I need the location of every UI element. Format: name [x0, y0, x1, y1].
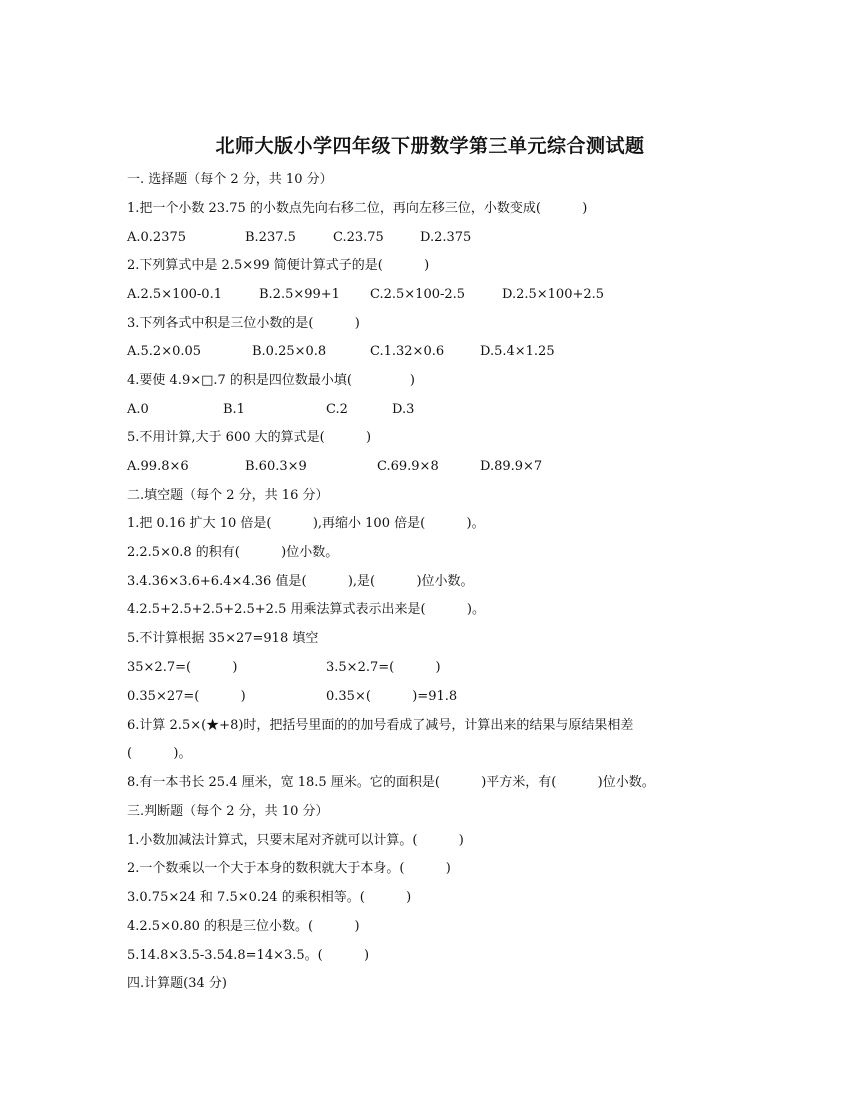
question-fill-5b: 3.5×2.7=( ) [326, 660, 441, 675]
question-choice-2: 2.下列算式中是 2.5×99 简便计算式子的是( ) [127, 258, 430, 273]
question-judge-5: 5.14.8×3.5-3.54.8=14×3.5。( ) [127, 948, 370, 963]
option-q2-b: B.2.5×99+1 [259, 287, 340, 302]
section-heading-fill: 二.填空题（每个 2 分，共 16 分） [127, 488, 329, 503]
page-title: 北师大版小学四年级下册数学第三单元综合测试题 [215, 135, 645, 157]
question-fill-2: 2.2.5×0.8 的积有( )位小数。 [127, 545, 339, 560]
option-q3-b: B.0.25×0.8 [252, 344, 327, 359]
question-fill-6-blank: ( )。 [127, 746, 192, 761]
question-fill-5: 5.不计算根据 35×27=918 填空 [127, 631, 319, 646]
option-q5-c: C.69.9×8 [377, 459, 439, 474]
section-heading-choice: 一. 选择题（每个 2 分，共 10 分） [127, 172, 333, 187]
option-q3-d: D.5.4×1.25 [480, 344, 555, 359]
question-fill-4: 4.2.5+2.5+2.5+2.5+2.5 用乘法算式表示出来是( )。 [127, 602, 485, 617]
question-judge-2: 2.一个数乘以一个大于本身的数积就大于本身。( ) [127, 861, 451, 876]
option-q4-a: A.0 [127, 402, 149, 417]
option-q2-c: C.2.5×100-2.5 [370, 287, 466, 302]
option-q1-d: D.2.375 [420, 230, 472, 245]
option-q2-d: D.2.5×100+2.5 [502, 287, 605, 302]
question-fill-1: 1.把 0.16 扩大 10 倍是( ),再缩小 100 倍是( )。 [127, 516, 485, 531]
option-q1-c: C.23.75 [333, 230, 384, 245]
question-fill-5a: 35×2.7=( ) [127, 660, 238, 675]
option-q5-d: D.89.9×7 [480, 459, 543, 474]
question-choice-3: 3.下列各式中积是三位小数的是( ) [127, 316, 360, 331]
option-q1-a: A.0.2375 [127, 230, 187, 245]
option-q3-c: C.1.32×0.6 [370, 344, 445, 359]
option-q2-a: A.2.5×100-0.1 [127, 287, 222, 302]
question-judge-1: 1.小数加减法计算式，只要末尾对齐就可以计算。( ) [127, 833, 464, 848]
option-q4-b: B.1 [223, 402, 245, 417]
question-fill-5c: 0.35×27=( ) [127, 689, 246, 704]
question-judge-4: 4.2.5×0.80 的积是三位小数。( ) [127, 919, 360, 934]
question-fill-6: 6.计算 2.5×(★+8)时，把括号里面的的加号看成了减号，计算出来的结果与原结果相差 [127, 718, 634, 733]
question-fill-8: 8.有一本书长 25.4 厘米，宽 18.5 厘米。它的面积是( )平方米，有( )位小数。 [127, 775, 655, 790]
option-q4-d: D.3 [392, 402, 415, 417]
question-judge-3: 3.0.75×24 和 7.5×0.24 的乘积相等。( ) [127, 890, 412, 905]
option-q3-a: A.5.2×0.05 [127, 344, 202, 359]
question-fill-5d: 0.35×( )=91.8 [326, 689, 458, 704]
question-choice-1: 1.把一个小数 23.75 的小数点先向右移二位，再向左移三位，小数变成( ) [127, 201, 588, 216]
question-fill-3: 3.4.36×3.6+6.4×4.36 值是( ),是( )位小数。 [127, 574, 474, 589]
question-choice-4: 4.要使 4.9×□.7 的积是四位数最小填( ) [127, 373, 415, 388]
option-q4-c: C.2 [326, 402, 348, 417]
option-q5-a: A.99.8×6 [127, 459, 189, 474]
section-heading-judge: 三.判断题（每个 2 分，共 10 分） [127, 804, 329, 819]
option-q1-b: B.237.5 [245, 230, 296, 245]
option-q5-b: B.60.3×9 [245, 459, 307, 474]
section-heading-calc: 四.计算题(34 分) [127, 976, 227, 991]
question-choice-5: 5.不用计算,大于 600 大的算式是( ) [127, 430, 372, 445]
